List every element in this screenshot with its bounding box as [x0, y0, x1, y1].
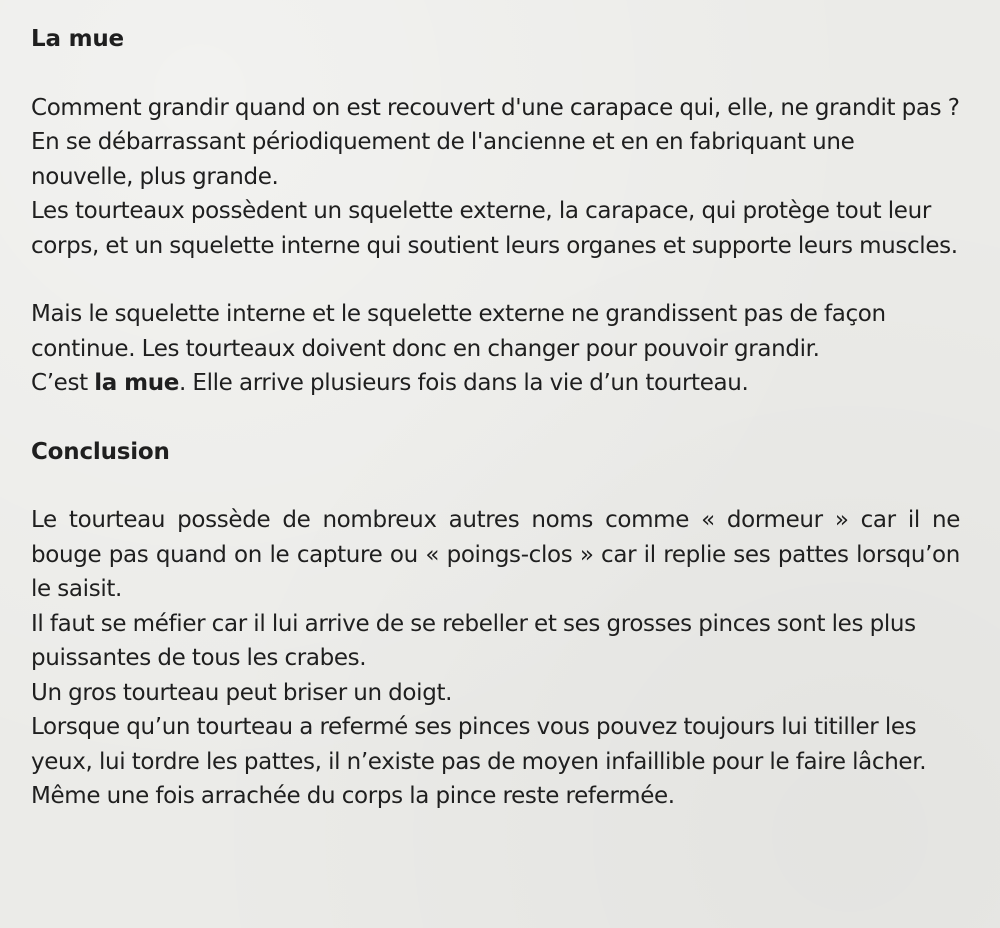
paragraph-finger: Un gros tourteau peut briser un doigt. [31, 679, 453, 706]
paragraph-intro-question: Comment grandir quand on est recouvert d'une carapace qui, elle, ne grandit pas ? [31, 94, 960, 121]
bold-term-la-mue: la mue [94, 370, 179, 396]
paragraph-pinces: Lorsque qu’un tourteau a refermé ses pinces vous pouvez toujours lui titiller les yeux, lui tordre les pattes, il n’existe pas de moyen infaillible pour le faire lâcher. Même une fois arrachée du corps la pince reste refermée. [31, 714, 927, 809]
paragraph-growth: Mais le squelette interne et le squelette externe ne grandissent pas de façon continue. Les tourteaux doivent donc en changer pour pouvoir grandir. [31, 301, 886, 362]
spacer [31, 401, 960, 435]
spacer [31, 263, 960, 297]
section-title-conclusion: Conclusion [31, 438, 170, 465]
spacer [31, 57, 960, 91]
paragraph-beware: Il faut se méfier car il lui arrive de se rebeller et ses grosses pinces sont les plus puissantes de tous les crabes. [31, 610, 916, 671]
paragraph-other-names: Le tourteau possède de nombreux autres noms comme « dormeur » car il ne bouge pas quand on le capture ou « poings-clos » car il replie ses pattes lorsqu’on le saisit. [31, 507, 960, 602]
paragraph-mue-definition [31, 366, 960, 401]
paragraph-intro-answer: En se débarrassant périodiquement de l'ancienne et en en fabriquant une nouvelle, plus grande. [31, 129, 855, 190]
paragraph-skeletons: Les tourteaux possèdent un squelette externe, la carapace, qui protège tout leur corps, et un squelette interne qui soutient leurs organes et supporte leurs muscles. [31, 198, 958, 259]
text-prefix: C’est [31, 370, 95, 396]
spacer [31, 469, 960, 503]
section-title-la-mue: La mue [31, 26, 124, 52]
text-suffix: . Elle arrive plusieurs fois dans la vie d’un tourteau. [179, 370, 749, 396]
